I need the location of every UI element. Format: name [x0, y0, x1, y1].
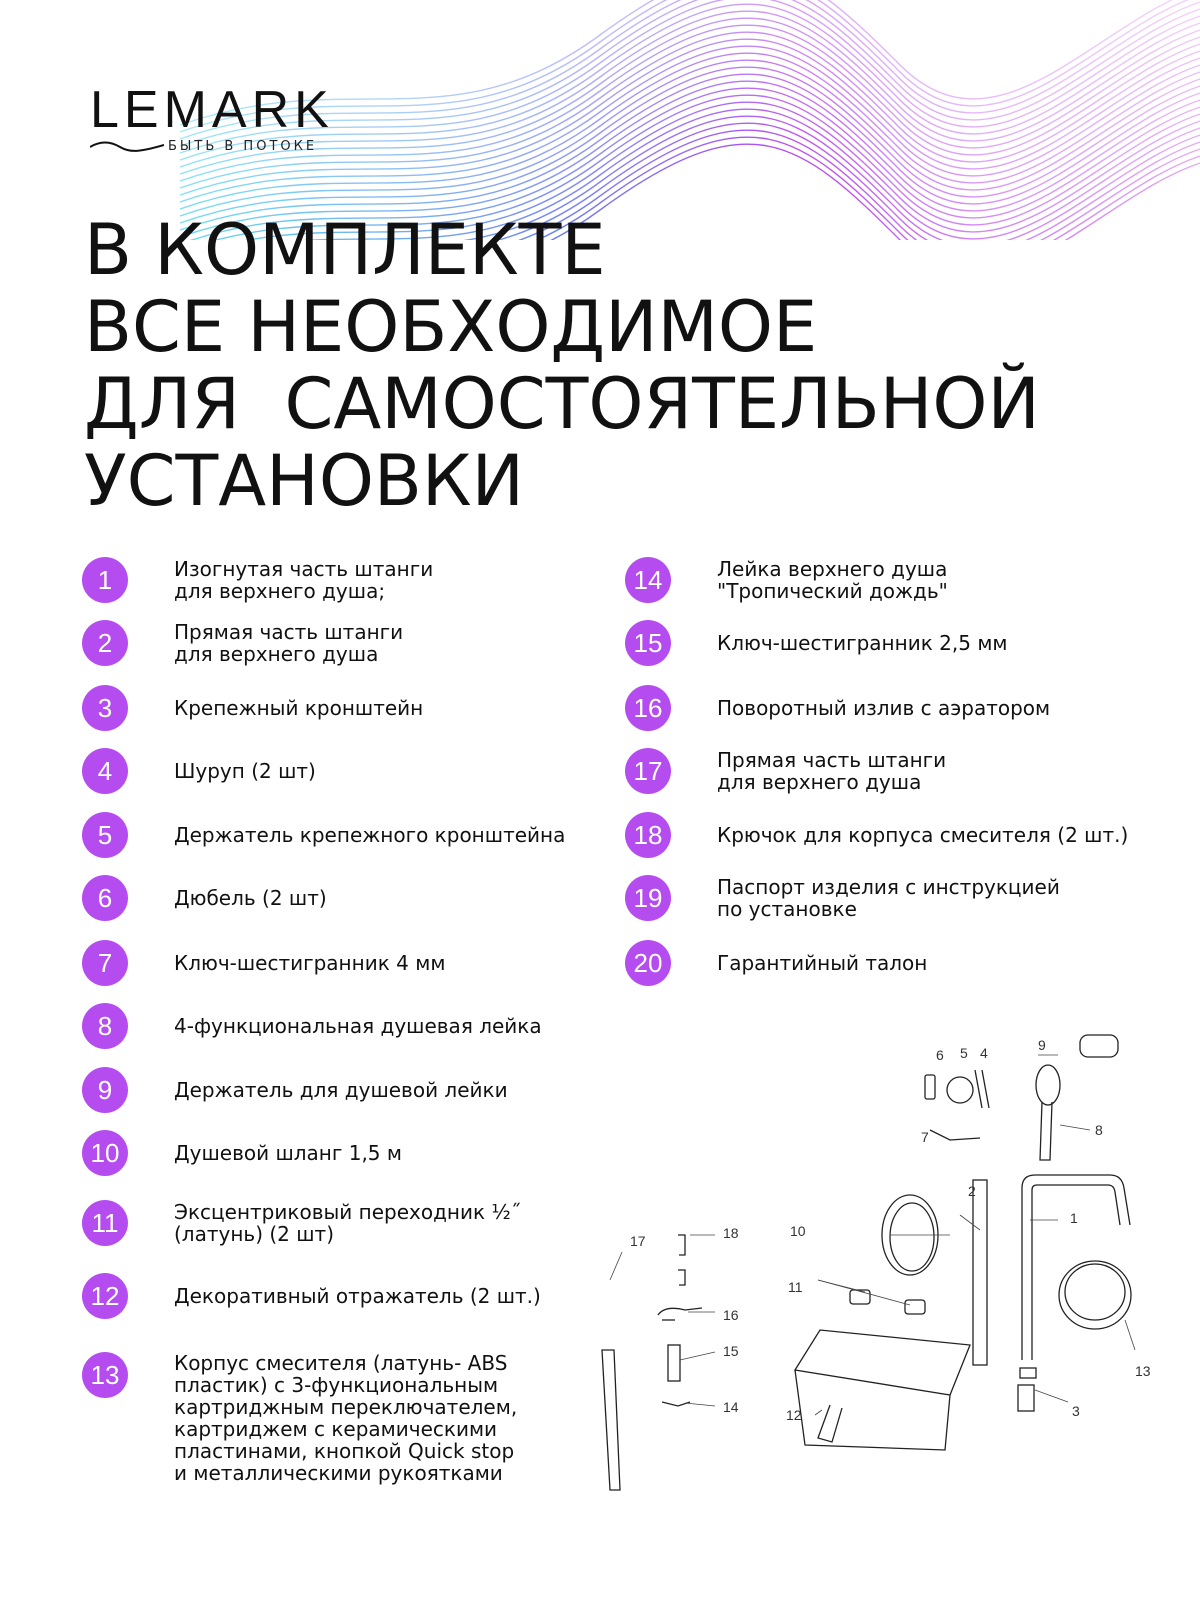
diagram-callout-label: 11	[788, 1279, 803, 1295]
item-number-badge: 16	[625, 685, 671, 731]
diagram-callout-label: 17	[630, 1233, 646, 1249]
eccentric-adapter-icon	[850, 1290, 870, 1304]
diagram-callout-label: 15	[723, 1343, 739, 1359]
item-number-badge: 2	[82, 620, 128, 666]
item-number-badge: 11	[82, 1200, 128, 1246]
swivel-spout-icon	[658, 1308, 702, 1315]
diagram-callout-label: 8	[1095, 1122, 1103, 1138]
item-number-badge: 4	[82, 748, 128, 794]
item-number-badge: 10	[82, 1130, 128, 1176]
item-number-badge: 17	[625, 748, 671, 794]
diagram-callout-label: 6	[936, 1047, 944, 1063]
item-label: Поворотный излив с аэратором	[717, 696, 1051, 720]
hex-key-25-icon	[668, 1345, 680, 1381]
diagram-callout-label: 12	[786, 1407, 802, 1423]
item-label: Дюбель (2 шт)	[174, 886, 327, 910]
diagram-callout-label: 1	[1070, 1210, 1078, 1226]
item-label: Изогнутая часть штанги для верхнего душа;	[174, 557, 434, 603]
diagram-callout-label: 5	[960, 1045, 968, 1061]
item-label: Ключ-шестигранник 2,5 мм	[717, 631, 1008, 655]
page-title: В КОМПЛЕКТЕ ВСЕ НЕОБХОДИМОЕ ДЛЯ САМОСТОЯТЕЛЬНОЙ УСТАНОВКИ	[84, 209, 1040, 522]
brand-slogan: БЫТЬ В ПОТОКЕ	[168, 139, 318, 154]
item-number-badge: 8	[82, 1003, 128, 1049]
brand-name: LEMARK	[90, 81, 334, 139]
item-number-badge: 15	[625, 620, 671, 666]
diagram-callout-label: 10	[790, 1223, 806, 1239]
item-number-badge: 14	[625, 557, 671, 603]
item-label: Шуруп (2 шт)	[174, 759, 316, 783]
item-number-badge: 7	[82, 940, 128, 986]
rain-shower-14-small-icon	[662, 1402, 690, 1406]
item-label: Эксцентриковый переходник ½˝ (латунь) (2 шт)	[174, 1200, 521, 1246]
dowel-icon	[925, 1075, 935, 1099]
hex-key-4-icon	[930, 1130, 980, 1140]
logo-wave-icon	[90, 140, 164, 152]
mixer-body-icon	[795, 1330, 970, 1395]
brand-logo	[90, 81, 334, 154]
item-number-badge: 6	[82, 875, 128, 921]
straight-pipe-17-icon	[602, 1350, 620, 1490]
diagram-callout-label: 18	[723, 1225, 739, 1241]
item-number-badge: 12	[82, 1273, 128, 1319]
item-number-badge: 5	[82, 812, 128, 858]
handshower-holder-icon	[1080, 1035, 1118, 1057]
diagram-callout-label: 16	[723, 1307, 739, 1323]
bent-pipe-icon	[1022, 1175, 1130, 1360]
item-number-badge: 3	[82, 685, 128, 731]
bracket-holder-icon	[947, 1077, 973, 1103]
item-label: Гарантийный талон	[717, 951, 928, 975]
item-label: Душевой шланг 1,5 м	[174, 1141, 402, 1165]
item-label: Лейка верхнего душа "Тропический дождь"	[717, 557, 948, 603]
rain-shower-head-icon	[1059, 1261, 1131, 1329]
item-label: Прямая часть штанги для верхнего душа	[717, 748, 947, 794]
item-label: Крепежный кронштейн	[174, 696, 424, 720]
item-label: Прямая часть штанги для верхнего душа	[174, 620, 404, 666]
item-label: Ключ-шестигранник 4 мм	[174, 951, 446, 975]
item-label: Крючок для корпуса смесителя (2 шт.)	[717, 823, 1129, 847]
diagram-callout-label: 2	[968, 1183, 976, 1199]
diagram-callout-label: 4	[980, 1045, 988, 1061]
diagram-callout-label: 13	[1135, 1363, 1151, 1379]
mounting-bracket-icon	[1020, 1368, 1036, 1378]
item-number-badge: 9	[82, 1067, 128, 1113]
straight-pipe-icon	[973, 1180, 987, 1365]
item-label: 4-функциональная душевая лейка	[174, 1014, 542, 1038]
item-number-badge: 13	[82, 1352, 128, 1398]
item-label: Декоративный отражатель (2 шт.)	[174, 1284, 541, 1308]
item-label: Держатель для душевой лейки	[174, 1078, 508, 1102]
item-label: Держатель крепежного кронштейна	[174, 823, 566, 847]
diagram-callout-label: 14	[723, 1399, 739, 1415]
mixer-hook-icon	[678, 1235, 685, 1255]
diagram-callout-label: 9	[1038, 1037, 1046, 1053]
item-number-badge: 1	[82, 557, 128, 603]
diagram-callout-label: 3	[1072, 1403, 1080, 1419]
screw-icon	[975, 1070, 982, 1108]
item-number-badge: 20	[625, 940, 671, 986]
hand-shower-icon	[1036, 1065, 1060, 1105]
item-number-badge: 18	[625, 812, 671, 858]
item-label: Паспорт изделия с инструкцией по установке	[717, 875, 1060, 921]
item-label: Корпус смесителя (латунь- ABS пластик) с 3-функциональным картриджным переключателем, картриджем с керамическими пластинами, кнопкой Quick stop и металлическими рукоятками	[174, 1351, 518, 1485]
parts-diagram	[590, 1030, 1180, 1560]
diagram-callout-label: 7	[921, 1129, 929, 1145]
item-number-badge: 19	[625, 875, 671, 921]
